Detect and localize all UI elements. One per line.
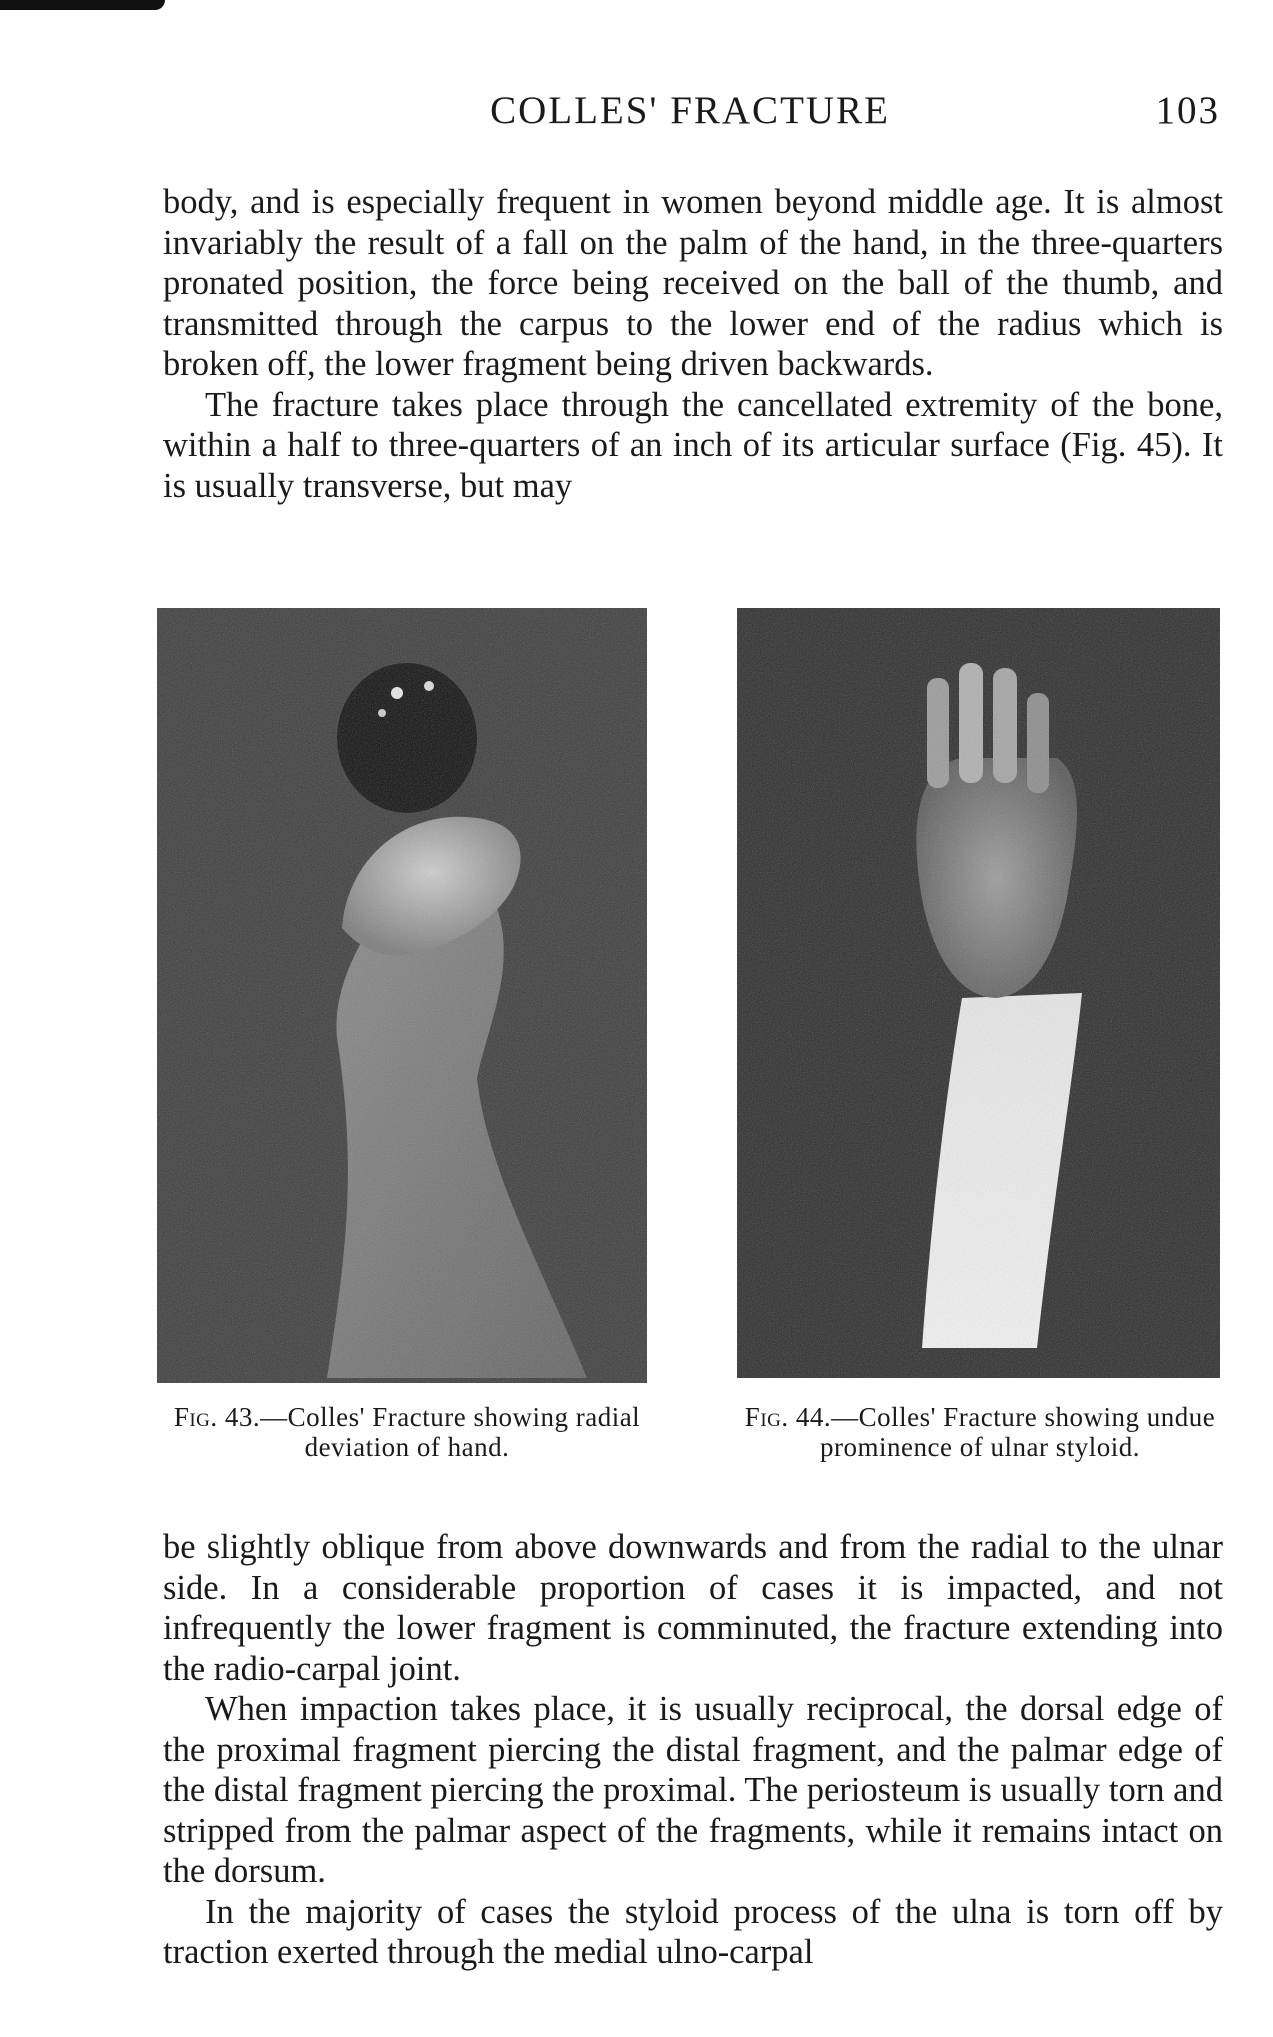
figure-number: Fig. 43.	[173, 1402, 261, 1432]
caption-text: —Colles' Fracture showing radial deviation of hand.	[260, 1402, 641, 1462]
body-text-bottom	[163, 1527, 1223, 1973]
scan-edge-mark	[0, 0, 165, 10]
caption-text: —Colles' Fracture showing undue prominence of ulnar styloid.	[820, 1402, 1216, 1462]
paragraph: body, and is especially frequent in women beyond middle age. It is almost invariably the result of a fall on the palm of the hand, in the three-quarters pronated position, the force being received on the ball of the thumb, and transmitted through the carpus to the lower end of the radius which is broken off, the lower fragment being driven backwards.	[163, 183, 1223, 383]
figure-43-photo	[157, 608, 647, 1383]
figure-43-caption	[157, 1402, 657, 1462]
figure-44-photo	[737, 608, 1220, 1378]
page-number: 103	[1155, 89, 1220, 132]
paragraph: When impaction takes place, it is usually reciprocal, the dorsal edge of the proximal fragment piercing the distal fragment, and the palmar edge of the distal fragment piercing the proximal. The periosteum is usually torn and stripped from the palmar aspect of the fragments, while it remains intact on the dorsum.	[163, 1690, 1223, 1890]
paragraph: be slightly oblique from above downwards and from the radial to the ulnar side. In a considerable proportion of cases it is impacted, and not infrequently the lower fragment is comminuted, the fracture extending into the radio-carpal joint.	[163, 1528, 1223, 1688]
paragraph: The fracture takes place through the cancellated extremity of the bone, within a half to three-quarters of an inch of its articular surface (Fig. 45). It is usually transverse, but may	[163, 385, 1223, 505]
paragraph: In the majority of cases the styloid process of the ulna is torn off by traction exerted through the medial ulno-carpal	[163, 1892, 1223, 1971]
page-header	[160, 88, 1220, 138]
figure-44-caption	[730, 1402, 1230, 1462]
body-text-top	[163, 182, 1223, 506]
figure-number: Fig. 44.	[744, 1402, 832, 1432]
running-head: COLLES' FRACTURE	[490, 89, 890, 132]
